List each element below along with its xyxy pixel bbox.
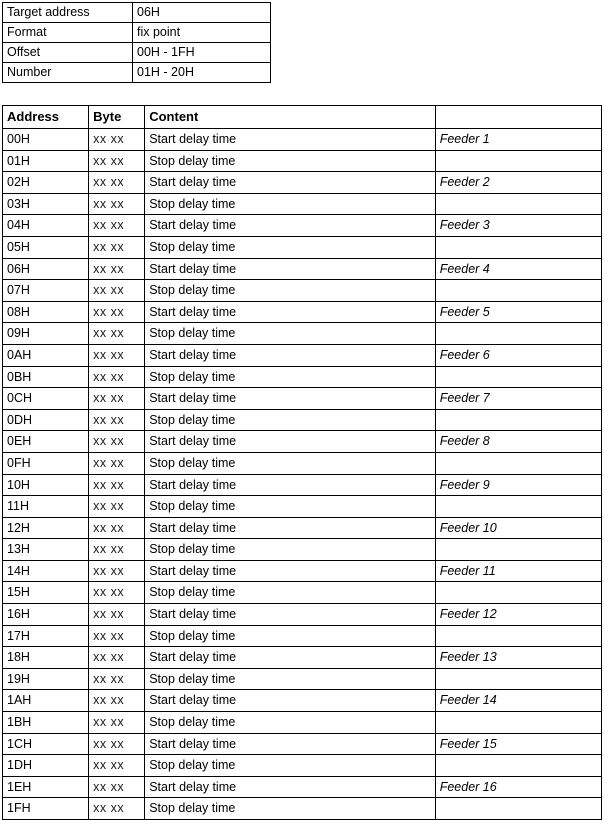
table-row bbox=[3, 668, 602, 690]
cell-byte: xx xx bbox=[89, 129, 145, 151]
cell-feeder-label-continuation bbox=[435, 280, 601, 302]
cell-byte: xx xx bbox=[89, 388, 145, 410]
table-row bbox=[3, 733, 602, 755]
cell-byte: xx xx bbox=[89, 452, 145, 474]
cell-content: Stop delay time bbox=[145, 755, 435, 777]
cell-address: 0DH bbox=[3, 409, 89, 431]
cell-address: 1FH bbox=[3, 798, 89, 820]
cell-byte: xx xx bbox=[89, 517, 145, 539]
cell-byte: xx xx bbox=[89, 431, 145, 453]
cell-byte: xx xx bbox=[89, 755, 145, 777]
table-row bbox=[3, 409, 602, 431]
table-row bbox=[3, 258, 602, 280]
table-row bbox=[3, 604, 602, 626]
address-map-header bbox=[3, 106, 602, 129]
cell-byte: xx xx bbox=[89, 733, 145, 755]
table-row bbox=[3, 193, 602, 215]
cell-content: Stop delay time bbox=[145, 496, 435, 518]
cell-feeder-label-continuation bbox=[435, 366, 601, 388]
cell-feeder-label: Feeder 3 bbox=[435, 215, 601, 237]
cell-content: Stop delay time bbox=[145, 150, 435, 172]
cell-byte: xx xx bbox=[89, 668, 145, 690]
document-page bbox=[0, 2, 604, 816]
cell-address: 1DH bbox=[3, 755, 89, 777]
cell-address: 00H bbox=[3, 129, 89, 151]
cell-address: 14H bbox=[3, 560, 89, 582]
cell-byte: xx xx bbox=[89, 582, 145, 604]
cell-address: 03H bbox=[3, 193, 89, 215]
cell-content: Stop delay time bbox=[145, 582, 435, 604]
cell-content: Stop delay time bbox=[145, 712, 435, 734]
cell-byte: xx xx bbox=[89, 604, 145, 626]
cell-feeder-label-continuation bbox=[435, 323, 601, 345]
cell-byte: xx xx bbox=[89, 344, 145, 366]
table-row bbox=[3, 150, 602, 172]
cell-address: 15H bbox=[3, 582, 89, 604]
cell-feeder-label: Feeder 13 bbox=[435, 647, 601, 669]
cell-address: 19H bbox=[3, 668, 89, 690]
cell-feeder-label-continuation bbox=[435, 798, 601, 820]
cell-feeder-label: Feeder 6 bbox=[435, 344, 601, 366]
address-map-body bbox=[3, 129, 602, 820]
cell-feeder-label-continuation bbox=[435, 409, 601, 431]
table-row bbox=[3, 517, 602, 539]
cell-content: Stop delay time bbox=[145, 193, 435, 215]
cell-address: 0FH bbox=[3, 452, 89, 474]
cell-address: 06H bbox=[3, 258, 89, 280]
column-header-byte: Byte bbox=[89, 106, 145, 129]
cell-address: 01H bbox=[3, 150, 89, 172]
cell-byte: xx xx bbox=[89, 647, 145, 669]
cell-address: 0BH bbox=[3, 366, 89, 388]
cell-feeder-label: Feeder 15 bbox=[435, 733, 601, 755]
address-map-table bbox=[2, 105, 602, 820]
table-row bbox=[3, 366, 602, 388]
cell-byte: xx xx bbox=[89, 280, 145, 302]
cell-feeder-label: Feeder 7 bbox=[435, 388, 601, 410]
table-row bbox=[3, 344, 602, 366]
info-value-number: 01H - 20H bbox=[133, 63, 271, 83]
info-key-format: Format bbox=[3, 23, 133, 43]
cell-byte: xx xx bbox=[89, 798, 145, 820]
table-row bbox=[3, 625, 602, 647]
cell-content: Start delay time bbox=[145, 344, 435, 366]
cell-feeder-label-continuation bbox=[435, 150, 601, 172]
table-row bbox=[3, 23, 271, 43]
cell-content: Start delay time bbox=[145, 431, 435, 453]
table-row bbox=[3, 776, 602, 798]
table-row bbox=[3, 236, 602, 258]
cell-feeder-label: Feeder 5 bbox=[435, 301, 601, 323]
cell-content: Stop delay time bbox=[145, 539, 435, 561]
cell-feeder-label: Feeder 4 bbox=[435, 258, 601, 280]
cell-content: Stop delay time bbox=[145, 323, 435, 345]
cell-feeder-label: Feeder 8 bbox=[435, 431, 601, 453]
cell-address: 07H bbox=[3, 280, 89, 302]
cell-content: Start delay time bbox=[145, 690, 435, 712]
cell-address: 1BH bbox=[3, 712, 89, 734]
cell-feeder-label: Feeder 16 bbox=[435, 776, 601, 798]
cell-feeder-label-continuation bbox=[435, 452, 601, 474]
cell-content: Start delay time bbox=[145, 172, 435, 194]
cell-feeder-label-continuation bbox=[435, 539, 601, 561]
cell-address: 02H bbox=[3, 172, 89, 194]
table-row bbox=[3, 474, 602, 496]
column-header-content: Content bbox=[145, 106, 435, 129]
cell-feeder-label: Feeder 9 bbox=[435, 474, 601, 496]
cell-content: Start delay time bbox=[145, 215, 435, 237]
cell-feeder-label-continuation bbox=[435, 755, 601, 777]
table-row bbox=[3, 712, 602, 734]
cell-address: 16H bbox=[3, 604, 89, 626]
table-row bbox=[3, 323, 602, 345]
table-row bbox=[3, 129, 602, 151]
info-value-offset: 00H - 1FH bbox=[133, 43, 271, 63]
cell-content: Start delay time bbox=[145, 517, 435, 539]
cell-address: 18H bbox=[3, 647, 89, 669]
cell-address: 04H bbox=[3, 215, 89, 237]
cell-content: Stop delay time bbox=[145, 236, 435, 258]
cell-content: Stop delay time bbox=[145, 668, 435, 690]
cell-feeder-label-continuation bbox=[435, 712, 601, 734]
cell-byte: xx xx bbox=[89, 301, 145, 323]
cell-byte: xx xx bbox=[89, 172, 145, 194]
cell-feeder-label: Feeder 11 bbox=[435, 560, 601, 582]
cell-feeder-label-continuation bbox=[435, 668, 601, 690]
column-header-address: Address bbox=[3, 106, 89, 129]
cell-address: 13H bbox=[3, 539, 89, 561]
table-row bbox=[3, 452, 602, 474]
cell-address: 11H bbox=[3, 496, 89, 518]
cell-feeder-label: Feeder 14 bbox=[435, 690, 601, 712]
table-row bbox=[3, 215, 602, 237]
cell-feeder-label: Feeder 12 bbox=[435, 604, 601, 626]
table-row bbox=[3, 63, 271, 83]
parameter-info-table bbox=[2, 2, 271, 83]
cell-content: Start delay time bbox=[145, 604, 435, 626]
table-row bbox=[3, 301, 602, 323]
cell-content: Start delay time bbox=[145, 474, 435, 496]
cell-feeder-label-continuation bbox=[435, 193, 601, 215]
cell-feeder-label: Feeder 1 bbox=[435, 129, 601, 151]
cell-byte: xx xx bbox=[89, 712, 145, 734]
cell-byte: xx xx bbox=[89, 625, 145, 647]
cell-address: 1EH bbox=[3, 776, 89, 798]
table-row bbox=[3, 539, 602, 561]
cell-address: 0AH bbox=[3, 344, 89, 366]
cell-feeder-label-continuation bbox=[435, 582, 601, 604]
cell-address: 10H bbox=[3, 474, 89, 496]
cell-content: Start delay time bbox=[145, 301, 435, 323]
cell-address: 09H bbox=[3, 323, 89, 345]
column-header-note bbox=[435, 106, 601, 129]
table-row bbox=[3, 798, 602, 820]
cell-content: Start delay time bbox=[145, 776, 435, 798]
table-row bbox=[3, 431, 602, 453]
table-row bbox=[3, 280, 602, 302]
cell-address: 17H bbox=[3, 625, 89, 647]
cell-byte: xx xx bbox=[89, 560, 145, 582]
cell-content: Start delay time bbox=[145, 258, 435, 280]
cell-byte: xx xx bbox=[89, 236, 145, 258]
cell-feeder-label: Feeder 2 bbox=[435, 172, 601, 194]
cell-byte: xx xx bbox=[89, 258, 145, 280]
table-row bbox=[3, 496, 602, 518]
info-key-target-address: Target address bbox=[3, 3, 133, 23]
cell-content: Stop delay time bbox=[145, 409, 435, 431]
cell-byte: xx xx bbox=[89, 323, 145, 345]
cell-feeder-label: Feeder 10 bbox=[435, 517, 601, 539]
cell-address: 0EH bbox=[3, 431, 89, 453]
cell-content: Start delay time bbox=[145, 647, 435, 669]
table-row bbox=[3, 560, 602, 582]
cell-feeder-label-continuation bbox=[435, 496, 601, 518]
cell-address: 0CH bbox=[3, 388, 89, 410]
cell-byte: xx xx bbox=[89, 366, 145, 388]
table-row bbox=[3, 690, 602, 712]
cell-byte: xx xx bbox=[89, 496, 145, 518]
table-row bbox=[3, 172, 602, 194]
cell-byte: xx xx bbox=[89, 215, 145, 237]
info-value-target-address: 06H bbox=[133, 3, 271, 23]
info-key-number: Number bbox=[3, 63, 133, 83]
table-header-row bbox=[3, 106, 602, 129]
table-row bbox=[3, 43, 271, 63]
cell-content: Start delay time bbox=[145, 129, 435, 151]
cell-feeder-label-continuation bbox=[435, 625, 601, 647]
table-row bbox=[3, 755, 602, 777]
cell-feeder-label-continuation bbox=[435, 236, 601, 258]
cell-content: Start delay time bbox=[145, 733, 435, 755]
cell-content: Stop delay time bbox=[145, 798, 435, 820]
cell-byte: xx xx bbox=[89, 193, 145, 215]
table-row bbox=[3, 3, 271, 23]
info-value-format: fix point bbox=[133, 23, 271, 43]
table-row bbox=[3, 388, 602, 410]
cell-content: Stop delay time bbox=[145, 366, 435, 388]
cell-byte: xx xx bbox=[89, 150, 145, 172]
cell-byte: xx xx bbox=[89, 690, 145, 712]
cell-content: Start delay time bbox=[145, 560, 435, 582]
cell-content: Stop delay time bbox=[145, 452, 435, 474]
cell-content: Stop delay time bbox=[145, 625, 435, 647]
cell-content: Stop delay time bbox=[145, 280, 435, 302]
cell-address: 1CH bbox=[3, 733, 89, 755]
cell-address: 1AH bbox=[3, 690, 89, 712]
cell-byte: xx xx bbox=[89, 776, 145, 798]
cell-address: 12H bbox=[3, 517, 89, 539]
table-row bbox=[3, 647, 602, 669]
parameter-info-body bbox=[3, 3, 271, 83]
cell-byte: xx xx bbox=[89, 474, 145, 496]
cell-address: 05H bbox=[3, 236, 89, 258]
cell-byte: xx xx bbox=[89, 409, 145, 431]
table-row bbox=[3, 582, 602, 604]
cell-address: 08H bbox=[3, 301, 89, 323]
cell-byte: xx xx bbox=[89, 539, 145, 561]
info-key-offset: Offset bbox=[3, 43, 133, 63]
cell-content: Start delay time bbox=[145, 388, 435, 410]
